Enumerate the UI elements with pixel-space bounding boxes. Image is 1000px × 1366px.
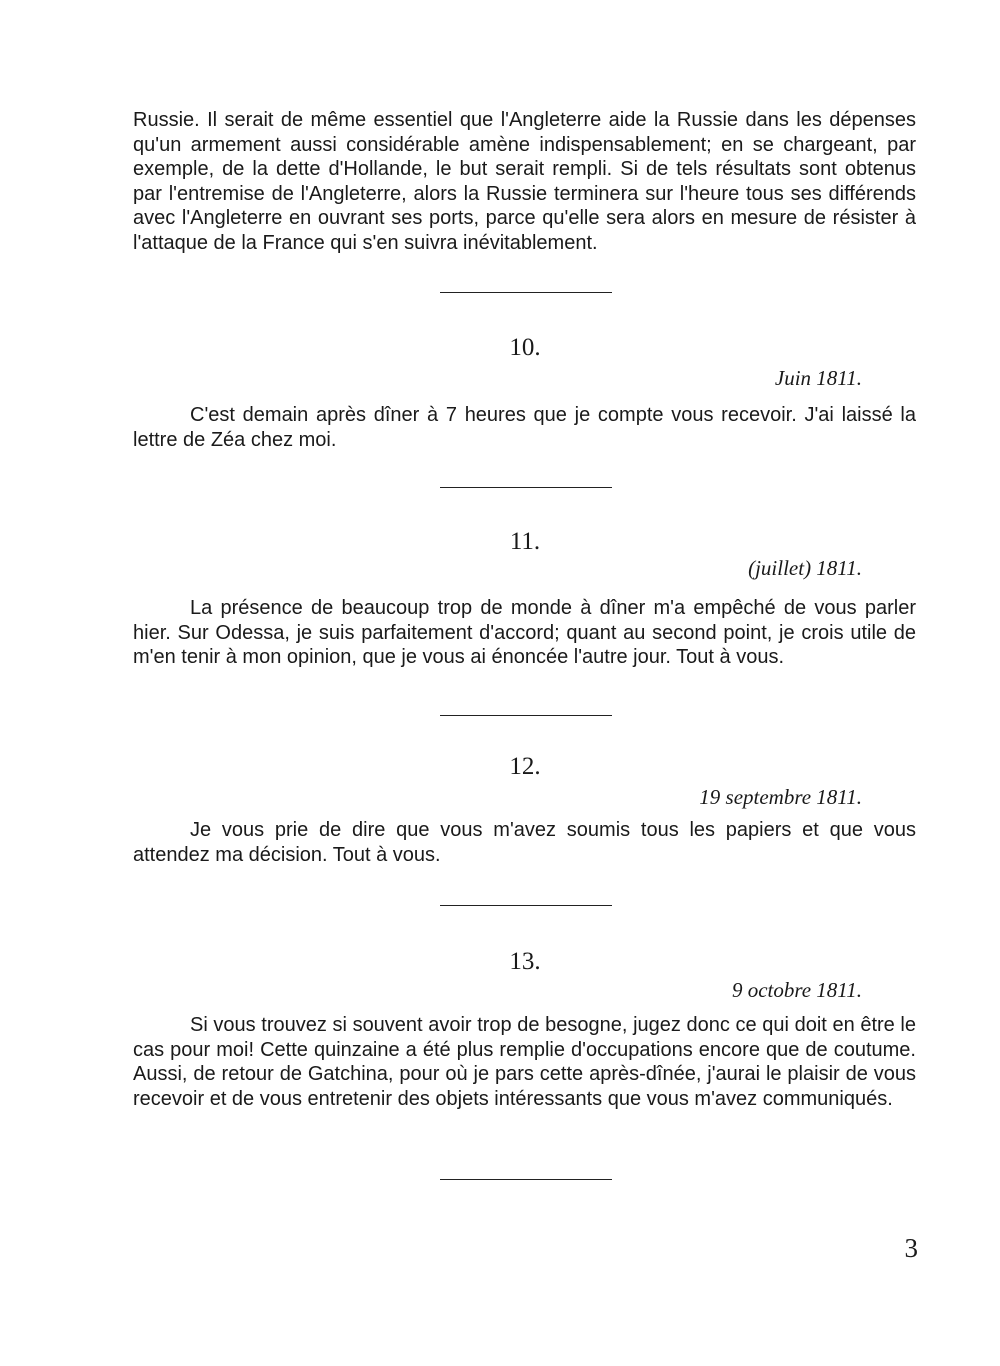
separator-rule bbox=[440, 905, 612, 906]
letter-date: 19 septembre 1811. bbox=[699, 785, 862, 809]
separator-rule bbox=[440, 1179, 612, 1180]
page-number: 3 bbox=[904, 1233, 918, 1263]
letter-number: 13. bbox=[509, 948, 541, 975]
letter-date: Juin 1811. bbox=[774, 366, 862, 390]
letter-number: 10. bbox=[509, 334, 541, 361]
letter-number: 11. bbox=[509, 528, 541, 555]
separator-rule bbox=[440, 292, 612, 293]
separator-rule bbox=[440, 487, 612, 488]
letter-text: Si vous trouvez si souvent avoir trop de besogne, jugez donc ce qui doit en être le cas pour moi! Cette quinzaine a été plus remplie d'occupations encore que de coutume. Aussi, de retour de Gatchina, pour où je pars cette après-dînée, j'aurai le plaisir de vous recevoir et de vous entretenir des objets intéressants que vous m'avez communiqués. bbox=[133, 1014, 916, 1110]
intro-paragraph: Russie. Il serait de même essentiel que l'Angleterre aide la Russie dans les dépenses qu'un armement aussi considérable amène indispensablement; en se chargeant, par exemple, de la dette d'Hollande, le but serait rempli. Si de tels résultats sont obtenus par l'entremise de l'Angleterre, alors la Russie terminera sur l'heure tous ses différends avec l'Angleterre en ouvrant ses ports, parce qu'elle sera alors en mesure de résister à l'attaque de la France qui s'en suivra inévitablement. bbox=[133, 109, 916, 254]
letter-text: C'est demain après dîner à 7 heures que je compte vous recevoir. J'ai laissé la lettre de Zéa chez moi. bbox=[133, 404, 916, 451]
letter-date: 9 octobre 1811. bbox=[731, 978, 862, 1002]
letter-text: La présence de beaucoup trop de monde à dîner m'a empêché de vous parler hier. Sur Odessa, je suis parfaitement d'accord; quant au second point, je crois utile de m'en tenir à mon opinion, que je vous ai énoncée l'autre jour. Tout à vous. bbox=[133, 597, 916, 668]
letter-date: (juillet) 1811. bbox=[748, 556, 862, 580]
separator-rule bbox=[440, 715, 612, 716]
letter-text: Je vous prie de dire que vous m'avez soumis tous les papiers et que vous attendez ma décision. Tout à vous. bbox=[133, 819, 916, 866]
letter-number: 12. bbox=[509, 753, 541, 780]
